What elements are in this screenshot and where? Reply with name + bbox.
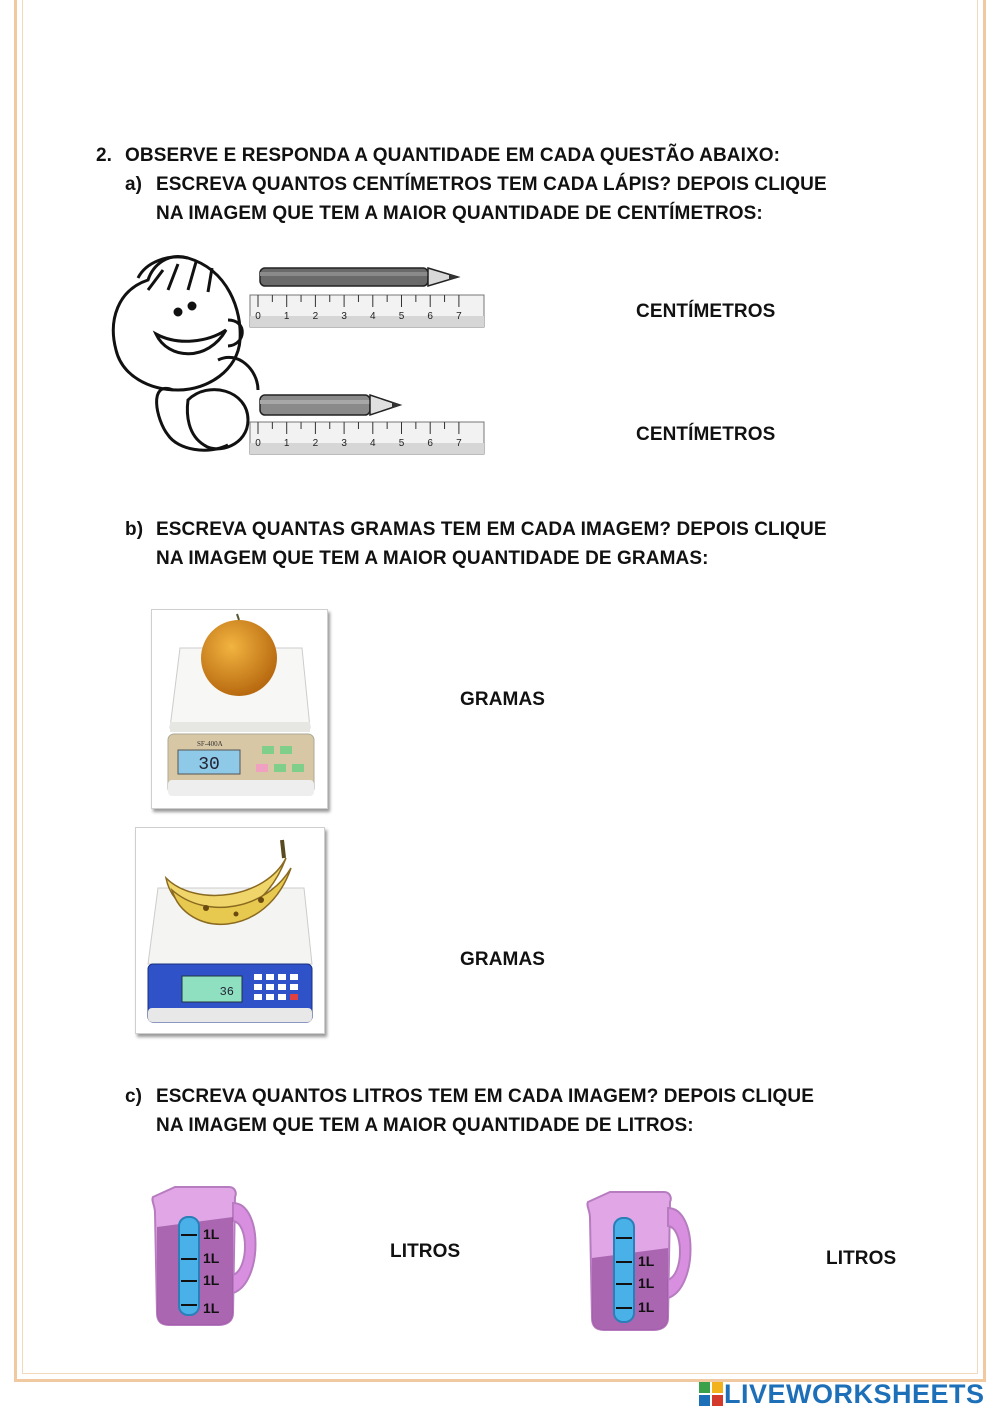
measuring-jug-icon: [580, 1188, 695, 1333]
part-b-letter: b): [125, 519, 144, 540]
ruler-tick-label: 7: [456, 311, 462, 322]
orange-on-scale-icon: [152, 610, 327, 808]
part-c-letter: c): [125, 1086, 143, 1107]
ruler-tick-label: 3: [341, 438, 347, 449]
pencil-ruler-illustration: [108, 250, 488, 462]
part-c-line1: ESCREVA QUANTOS LITROS TEM EM CADA IMAGEM? DEPOIS CLIQUE: [156, 1086, 814, 1107]
ruler-tick-label: 4: [370, 311, 376, 322]
part-a-unit-2: CENTÍMETROS: [636, 424, 776, 445]
svg-text:1L: 1L: [203, 1226, 220, 1242]
svg-text:1L: 1L: [638, 1299, 655, 1315]
jug-2-image[interactable]: [580, 1188, 695, 1333]
ruler-tick-label: 0: [255, 311, 261, 322]
liveworksheets-logo[interactable]: [698, 1378, 985, 1410]
pencils-rulers-image[interactable]: [108, 250, 488, 462]
ruler-tick-label: 5: [398, 438, 405, 449]
ruler-tick-label: 4: [370, 438, 376, 449]
ruler-tick-label: 7: [456, 438, 462, 449]
ruler-tick-label: 1: [283, 311, 290, 322]
question-title: OBSERVE E RESPONDA A QUANTIDADE EM CADA QUESTÃO ABAIXO:: [125, 145, 781, 166]
ruler-tick-label: 2: [312, 438, 319, 449]
part-b-unit-1: GRAMAS: [460, 689, 546, 710]
part-a-line1: ESCREVA QUANTOS CENTÍMETROS TEM CADA LÁPIS? DEPOIS CLIQUE: [156, 174, 827, 195]
part-b-line1: ESCREVA QUANTAS GRAMAS TEM EM CADA IMAGEM? DEPOIS CLIQUE: [156, 519, 827, 540]
svg-text:1L: 1L: [203, 1250, 220, 1266]
ruler-tick-label: 2: [312, 311, 319, 322]
measuring-jug-icon: [145, 1183, 260, 1328]
part-b-line2: NA IMAGEM QUE TEM A MAIOR QUANTIDADE DE GRAMAS:: [156, 548, 709, 569]
part-a-letter: a): [125, 174, 143, 195]
part-c-unit-1: LITROS: [390, 1241, 461, 1262]
ruler-tick-label: 6: [427, 438, 433, 449]
part-a-unit-1: CENTÍMETROS: [636, 301, 776, 322]
question-number: 2.: [96, 145, 113, 166]
part-b-unit-2: GRAMAS: [460, 949, 546, 970]
part-c-unit-2: LITROS: [826, 1248, 897, 1269]
svg-text:1L: 1L: [203, 1272, 220, 1288]
ruler-tick-label: 3: [341, 311, 347, 322]
svg-text:1L: 1L: [638, 1275, 655, 1291]
banana-on-scale-icon: [136, 828, 324, 1033]
orange-scale-image[interactable]: [151, 609, 328, 809]
jug-1-image[interactable]: [145, 1183, 260, 1328]
ruler-tick-label: 1: [283, 438, 290, 449]
svg-text:SF-400A: SF-400A: [197, 740, 223, 748]
svg-text:1L: 1L: [638, 1253, 655, 1269]
part-c-line2: NA IMAGEM QUE TEM A MAIOR QUANTIDADE DE LITROS:: [156, 1115, 694, 1136]
svg-text:36: 36: [219, 985, 234, 999]
svg-text:1L: 1L: [203, 1300, 220, 1316]
brand-name: LIVEWORKSHEETS: [724, 1378, 985, 1409]
ruler-tick-label: 0: [255, 438, 261, 449]
svg-text:30: 30: [198, 755, 220, 775]
liveworksheets-logo-icon: [698, 1381, 724, 1407]
ruler-tick-label: 6: [427, 311, 433, 322]
banana-scale-image[interactable]: [135, 827, 325, 1034]
ruler-tick-label: 5: [398, 311, 405, 322]
part-a-line2: NA IMAGEM QUE TEM A MAIOR QUANTIDADE DE CENTÍMETROS:: [156, 203, 763, 224]
